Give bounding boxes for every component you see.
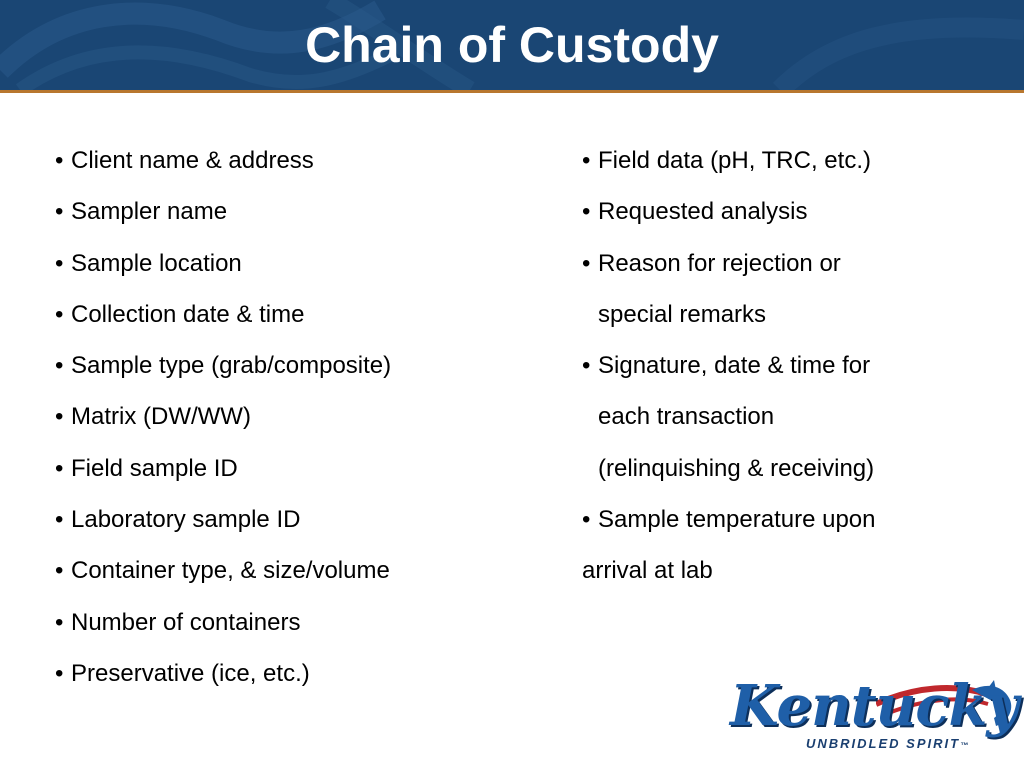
- list-item-continuation: special remarks: [598, 300, 767, 328]
- bullet-icon: •: [55, 403, 64, 431]
- bullet-icon: •: [582, 506, 591, 534]
- bullet-icon: •: [582, 249, 591, 277]
- kentucky-logo: [726, 673, 1018, 756]
- logo-tagline: UNBRIDLED SPIRIT™: [806, 736, 969, 751]
- bullet-icon: •: [582, 352, 591, 380]
- bullet-icon: •: [55, 249, 64, 277]
- bullet-icon: •: [582, 198, 591, 226]
- right-bullet-list: [582, 135, 1002, 597]
- bullet-icon: •: [55, 454, 64, 482]
- bullet-icon: •: [55, 506, 64, 534]
- header-divider: [0, 90, 1024, 93]
- list-item: • Container type, & size/volume: [55, 545, 525, 596]
- list-item: • Preservative (ice, etc.): [55, 648, 525, 699]
- list-item: • Client name & address: [55, 135, 525, 186]
- list-item: • Matrix (DW/WW): [55, 391, 525, 442]
- list-item: • Signature, date & time for: [582, 340, 1002, 391]
- list-item-continuation: arrival at lab: [582, 557, 713, 585]
- list-item: • Reason for rejection or: [582, 238, 1002, 289]
- bullet-icon: •: [55, 198, 64, 226]
- list-item: • Laboratory sample ID: [55, 494, 525, 545]
- list-item: • Collection date & time: [55, 289, 525, 340]
- bullet-icon: •: [55, 659, 64, 687]
- list-item: • Requested analysis: [582, 186, 1002, 237]
- bullet-icon: •: [582, 147, 591, 174]
- logo-wordmark: Kentucky: [730, 673, 1018, 739]
- bullet-icon: •: [55, 352, 64, 380]
- bullet-icon: •: [55, 300, 64, 328]
- list-item: • Sample location: [55, 238, 525, 289]
- left-bullet-list: [55, 135, 525, 699]
- list-item: • Field data (pH, TRC, etc.): [582, 135, 1002, 186]
- list-item-continuation: (relinquishing & receiving): [598, 454, 875, 482]
- title-banner: [0, 0, 1024, 90]
- list-item: • Sample temperature upon: [582, 494, 1002, 545]
- list-item: • Sample type (grab/composite): [55, 340, 525, 391]
- bullet-icon: •: [55, 557, 64, 585]
- list-item: • Field sample ID: [55, 443, 525, 494]
- bullet-icon: •: [55, 147, 64, 174]
- slide-title: Chain of Custody: [305, 17, 719, 73]
- list-item-continuation: each transaction: [598, 403, 775, 431]
- bullet-icon: •: [55, 608, 64, 636]
- list-item: • Sampler name: [55, 186, 525, 237]
- list-item: • Number of containers: [55, 597, 525, 648]
